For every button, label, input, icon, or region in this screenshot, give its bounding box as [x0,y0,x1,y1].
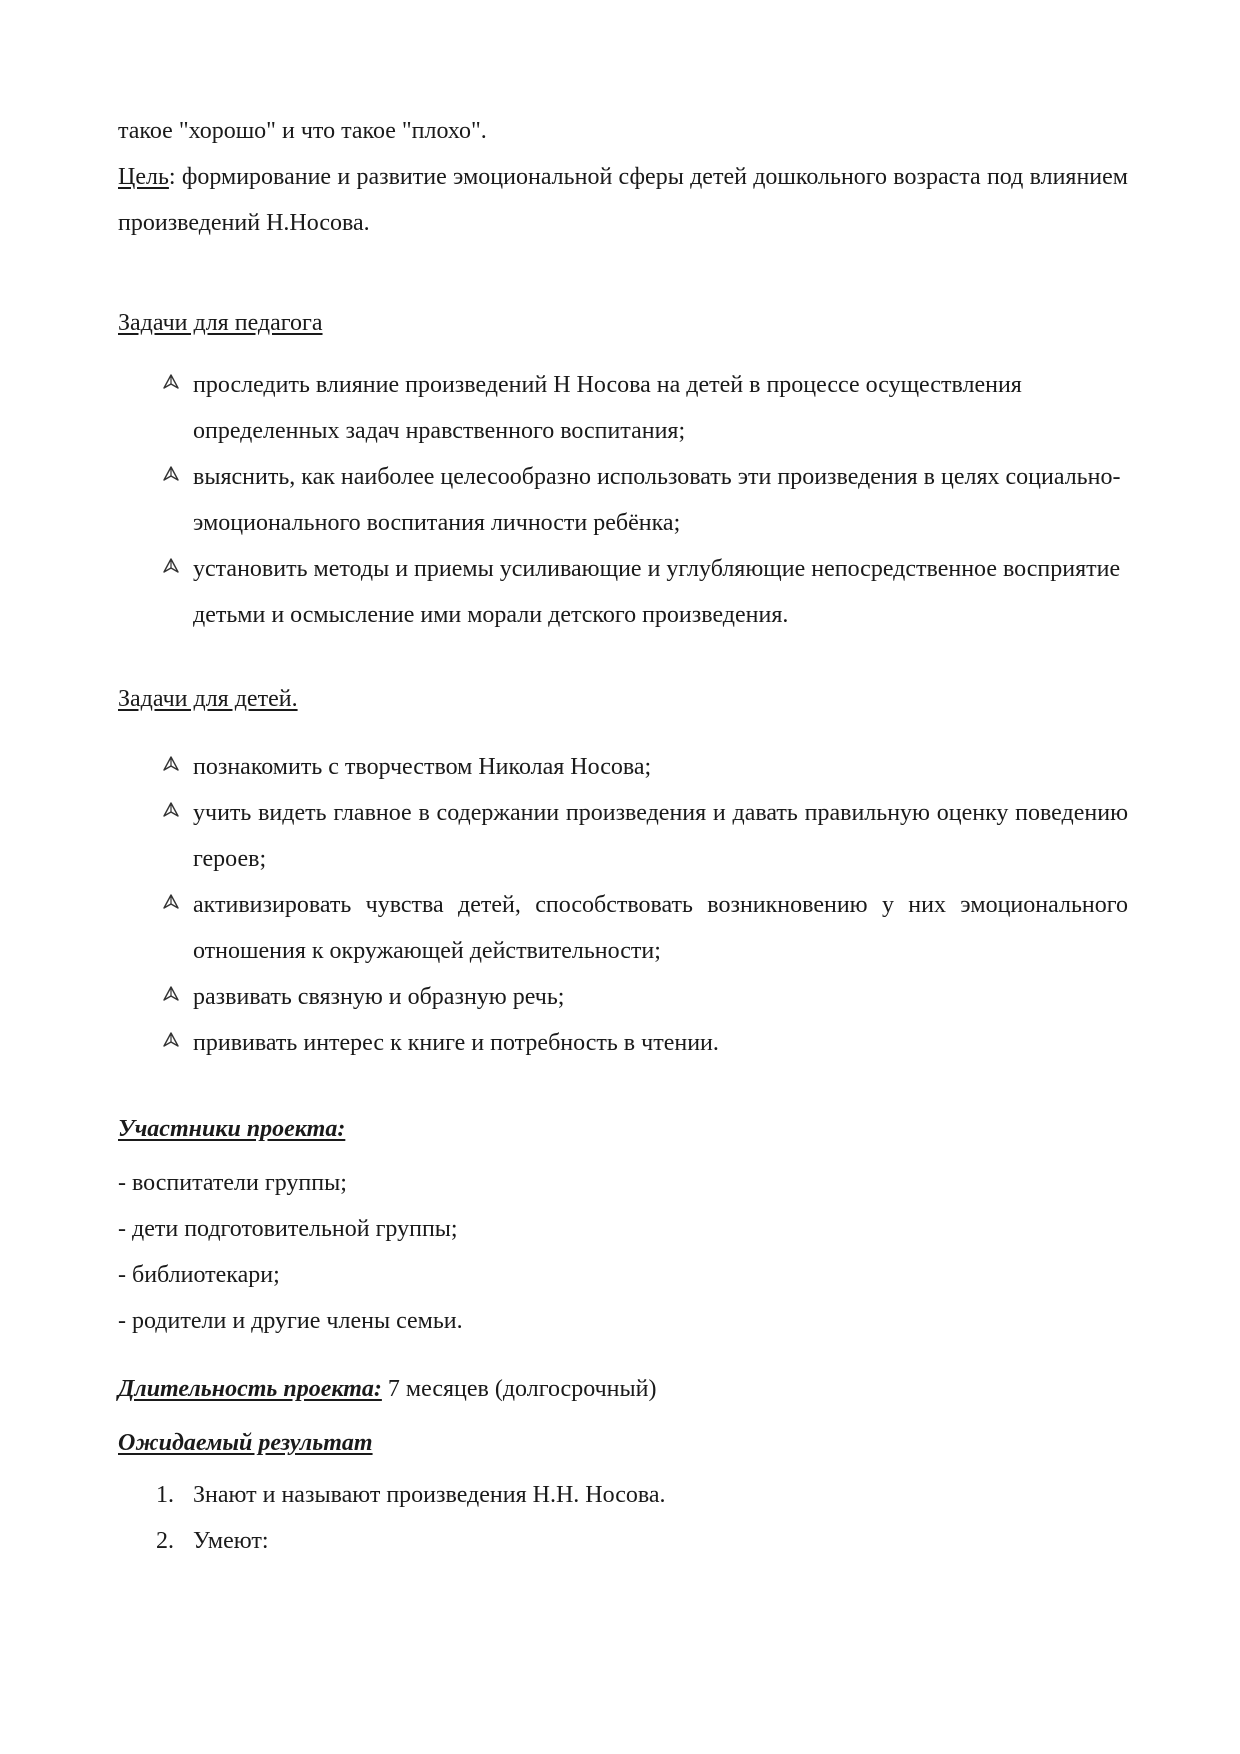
list-item [118,1518,1128,1564]
children-task-text: прививать интерес к книге и потребность в чтении. [193,1030,719,1056]
arrow-bullet-icon [162,362,184,408]
expected-results-list [118,1472,1128,1564]
goal-label: Цель [118,164,169,190]
duration-line [118,1366,1128,1412]
teacher-task-text: установить методы и приемы усиливающие и углубляющие непосредственное восприятие детьми и осмысление ими морали детского произведения. [193,556,1121,628]
duration-value: 7 месяцев (долгосрочный) [381,1376,657,1402]
children-task-text: познакомить с творчеством Николая Носова; [193,754,652,780]
children-task-text: развивать связную и образную речь; [193,984,565,1010]
children-tasks-heading [118,676,1128,722]
list-item [118,1472,1128,1518]
expected-item-text: Умеют: [193,1528,269,1554]
arrow-bullet-icon [162,882,184,928]
expected-heading-text: Ожидаемый результат [118,1430,373,1456]
teacher-tasks-list [118,362,1128,638]
participant-item: - библиотекари; [118,1262,280,1288]
children-task-text: активизировать чувства детей, способствовать возникновению у них эмоционального отношения к окружающей действительности; [193,892,1128,964]
document-page [118,108,1128,1564]
arrow-bullet-icon [162,790,184,836]
children-tasks-heading-text: Задачи для детей. [118,686,298,712]
children-task-text: учить видеть главное в содержании произведения и давать правильную оценку поведению героев; [193,800,1128,872]
participant-item: - родители и другие члены семьи. [118,1308,463,1334]
arrow-bullet-icon [162,546,184,592]
duration-label: Длительность проекта: [118,1376,382,1402]
list-item [118,974,1128,1020]
participant-item: - дети подготовительной группы; [118,1216,458,1242]
item-number: 1. [156,1482,174,1508]
expected-item-text: Знают и называют произведения Н.Н. Носова. [193,1482,666,1508]
teacher-tasks-heading-text: Задачи для педагога [118,310,323,336]
list-item [118,744,1128,790]
intro-line: такое "хорошо" и что такое "плохо". [118,118,487,144]
list-item [118,454,1128,546]
arrow-bullet-icon [162,974,184,1020]
item-number: 2. [156,1528,174,1554]
list-item [118,882,1128,974]
list-item [118,790,1128,882]
arrow-bullet-icon [162,1020,184,1066]
teacher-task-text: проследить влияние произведений Н Носова на детей в процессе осуществления определенных задач нравственного воспитания; [193,372,1022,444]
participants-heading [118,1106,1128,1152]
arrow-bullet-icon [162,454,184,500]
children-tasks-list [118,744,1128,1066]
list-item [118,546,1128,638]
participants-heading-text: Участники проекта: [118,1116,346,1142]
arrow-bullet-icon [162,744,184,790]
goal-text: : формирование и развитие эмоциональной сферы детей дошкольного возраста под влиянием произведений Н.Носова. [118,164,1128,236]
expected-heading [118,1420,1128,1466]
list-item [118,362,1128,454]
list-item [118,1020,1128,1066]
teacher-task-text: выяснить, как наиболее целесообразно использовать эти произведения в целях социально-эмоционального воспитания личности ребёнка; [193,464,1121,536]
goal-paragraph [118,154,1128,246]
participant-item: - воспитатели группы; [118,1170,347,1196]
teacher-tasks-heading [118,300,1128,346]
